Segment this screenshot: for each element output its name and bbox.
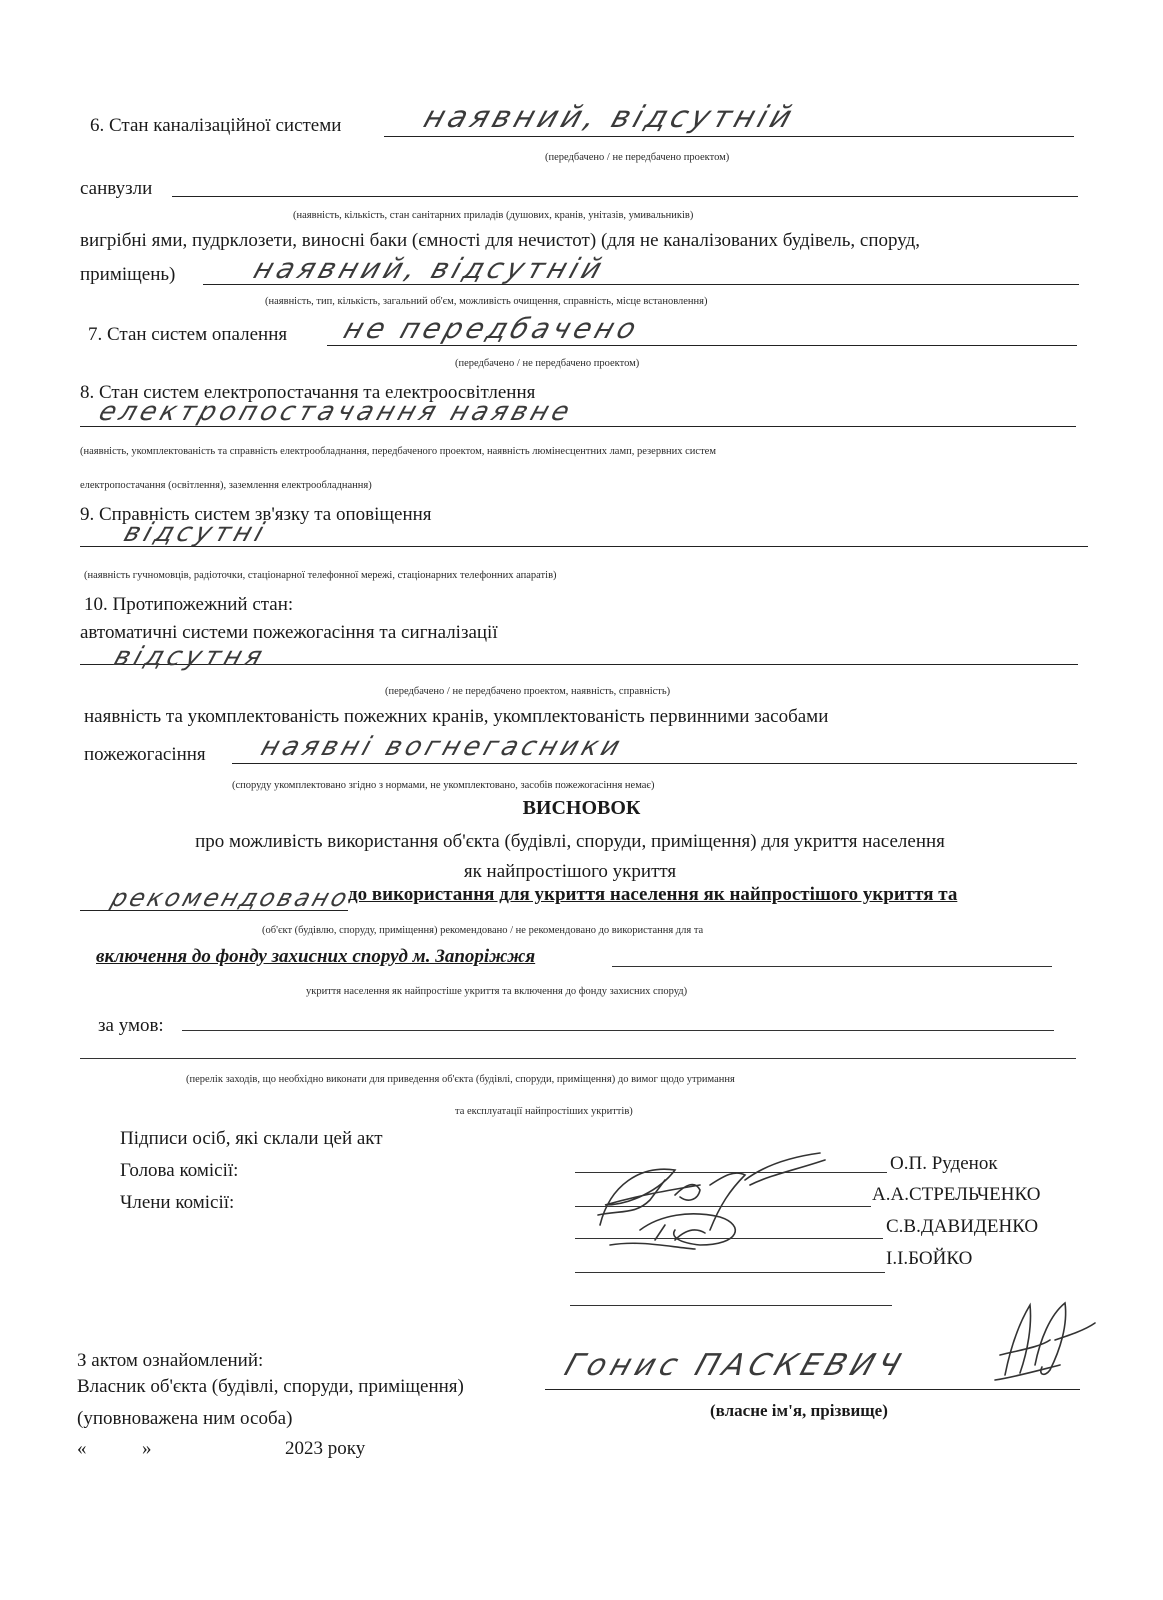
yamy-label-2: приміщень) [80,264,176,285]
conclusion-handwriting: рекомендовано [107,884,354,912]
head-label: Голова комісії: [120,1160,239,1181]
members-label: Члени комісії: [120,1192,235,1213]
s9-label: 9. Справність систем зв'язку та оповіщення [80,504,432,525]
signer-name-3: С.В.ДАВИДЕНКО [886,1216,1039,1237]
yamy-handwriting: наявний, відсутній [249,252,610,285]
s10-label: 10. Протипожежний стан: [84,594,294,615]
sanvuzly-caption: (наявність, кількість, стан санітарних приладів (душових, кранів, унітазів, умивальників) [293,210,694,221]
signatures-heading: Підписи осіб, які склали цей акт [120,1128,383,1149]
conclusion-caption-2: укриття населення як найпростіше укриття та включення до фонду захисних споруд) [306,986,688,997]
s7-line [327,345,1077,346]
signer-name-2: А.А.СТРЕЛЬЧЕНКО [872,1184,1041,1205]
sig-line-5 [570,1305,892,1306]
s7-label: 7. Стан систем опалення [88,324,288,345]
s7-caption: (передбачено / не передбачено проектом) [455,358,640,369]
s10-sub1: автоматичні системи пожежогасіння та сигналізації [80,622,498,643]
date-open-quote: « [77,1438,87,1459]
conclusion-caption-3b: та експлуатації найпростіших укриттів) [455,1106,633,1117]
conclusion-subtitle-1: про можливість використання об'єкта (будівлі, споруди, приміщення) для укриття населення [195,831,945,852]
conditions-line-2 [80,1058,1076,1059]
s10-handwriting-2: наявні вогнегасники [257,732,628,762]
signer-name-1: О.П. Руденок [890,1153,998,1174]
s6-caption: (передбачено / не передбачено проектом) [545,152,730,163]
s10-line-2 [232,763,1077,764]
conclusion-title: ВИСНОВОК [522,797,641,819]
acquainted-line-3: (уповноважена ним особа) [77,1408,293,1429]
conditions-line-1 [182,1030,1054,1031]
acquainted-line-2: Власник об'єкта (будівлі, споруди, приміщення) [77,1376,464,1397]
conclusion-line-1: до використання для укриття населення як найпростішого укриття та [348,884,958,905]
s8-caption-1: (наявність, укомплектованість та справність електрообладнання, передбаченого проектом, наявність люмінесцентних ламп, резервних систем [80,446,716,457]
conclusion-line-2: включення до фонду захисних споруд м. Запоріжжя [96,946,536,967]
s10-sub2-2: пожежогасіння [84,744,206,765]
s8-handwriting: електропостачання наявне [95,397,578,427]
owner-signature [990,1295,1100,1395]
sanvuzly-label: санвузли [80,178,153,199]
s7-handwriting: не передбачено [339,312,645,345]
acquainted-line-1: З актом ознайомлений: [77,1350,264,1371]
s8-caption-2: електропостачання (освітлення), заземлення електрообладнання) [80,480,372,491]
s8-label: 8. Стан систем електропостачання та електроосвітлення [80,382,536,403]
sig-line-4 [575,1272,885,1273]
conclusion-line-1-rule [80,910,348,911]
s10-caption-2: (споруду укомплектовано згідно з нормами, не укомплектовано, засобів пожежогасіння немає) [232,780,655,791]
yamy-label-1: вигрібні ями, пудрклозети, виносні баки (ємності для нечистот) (для не каналізованих будівель, споруд, [80,230,920,251]
conclusion-caption-3a: (перелік заходів, що необхідно виконати для приведення об'єкта (будівлі, споруди, приміщення) до вимог щодо утримання [186,1074,735,1085]
conclusion-subtitle-2: як найпростішого укриття [463,861,677,882]
yamy-caption: (наявність, тип, кількість, загальний об'єм, можливість очищення, справність, місце встановлення) [265,296,708,307]
s10-caption-1: (передбачено / не передбачено проектом, наявність, справність) [385,686,671,697]
conditions-label: за умов: [98,1015,164,1036]
s6-handwriting: наявний, відсутній [419,100,801,135]
signer-name-4: І.І.БОЙКО [886,1248,973,1269]
owner-handwritten-name: Гонис ПАСКЕВИЧ [560,1348,910,1383]
s6-line [384,136,1074,137]
s10-sub2-1: наявність та укомплектованість пожежних кранів, укомплектованість первинними засобами [84,706,829,727]
conclusion-line-2-rule [612,966,1052,967]
conclusion-caption-1: (об'єкт (будівлю, споруду, приміщення) рекомендовано / не рекомендовано до використання для та [262,925,704,936]
s9-caption: (наявність гучномовців, радіоточки, стаціонарної телефонної мережі, стаціонарних телефонних апаратів) [84,570,557,581]
s9-handwriting: відсутні [120,518,272,548]
s6-label: 6. Стан каналізаційної системи [90,115,342,136]
date-year: 2023 року [285,1438,366,1459]
sanvuzly-line [172,196,1078,197]
commission-signatures [580,1145,850,1265]
date-close-quote: » [142,1438,152,1459]
s10-handwriting-1: відсутня [110,642,270,672]
owner-name-caption: (власне ім'я, прізвище) [710,1401,888,1420]
